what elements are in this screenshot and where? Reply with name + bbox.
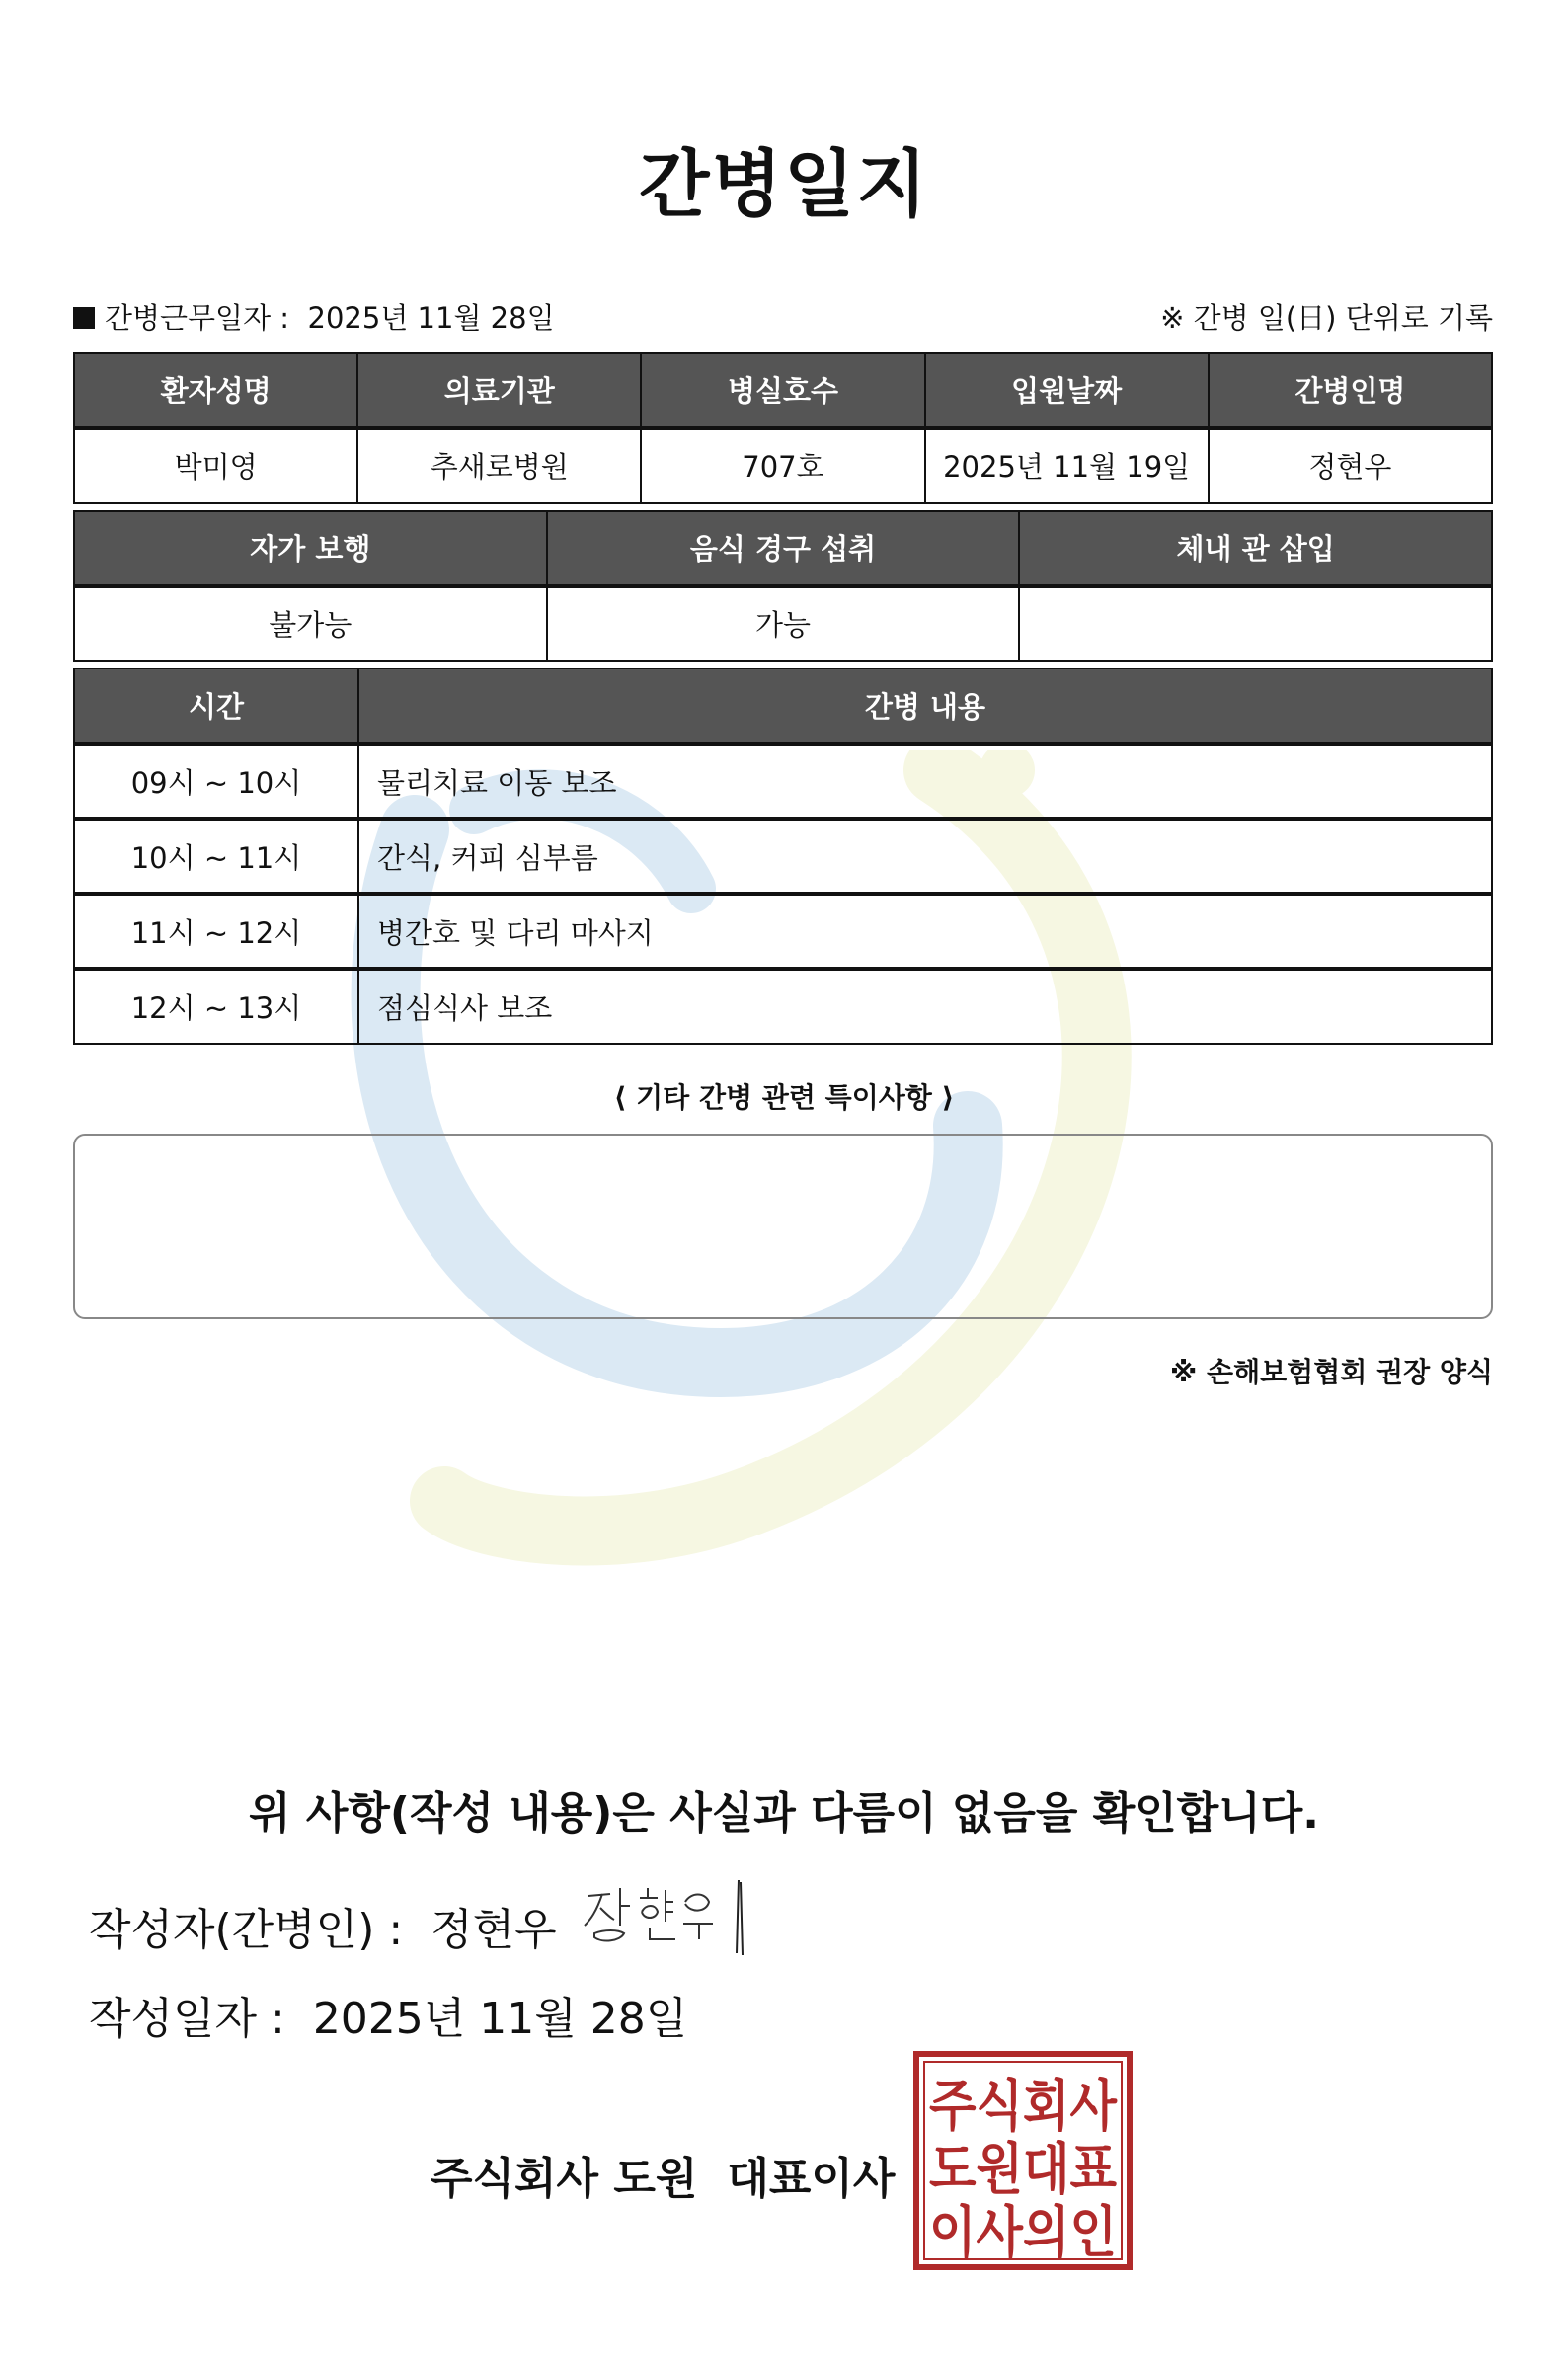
cell-content: 점심식사 보조: [358, 969, 1492, 1044]
cell-tube-insertion: [1019, 586, 1492, 661]
company-name: 주식회사 도원: [431, 2154, 698, 2204]
work-date-line: [73, 296, 555, 337]
association-note: ※ 손해보험협회 권장 양식: [1170, 1356, 1493, 1388]
table-row: [74, 586, 1492, 661]
writer-label: 작성자(간병인) :: [89, 1905, 404, 1955]
document-title: 간병일지: [639, 142, 929, 227]
company-position: 대표이사: [727, 2154, 896, 2204]
patient-info-table: [73, 352, 1493, 504]
handwritten-signature: [581, 1878, 758, 1957]
cell-content: 병간호 및 다리 마사지: [358, 894, 1492, 969]
writer-name: 정현우: [431, 1905, 557, 1955]
unit-note: ※ 간병 일(日) 단위로 기록: [1160, 301, 1493, 335]
writer-line: [89, 1894, 557, 1957]
header-self-walking: 자가 보행: [74, 511, 547, 586]
patient-status-table: [73, 510, 1493, 662]
header-hospital: 의료기관: [357, 353, 641, 428]
header-time: 시간: [74, 669, 358, 744]
cell-caregiver-name: 정현우: [1209, 428, 1492, 503]
cell-time: 11시 ~ 12시: [74, 894, 358, 969]
cell-content: 물리치료 이동 보조: [358, 744, 1492, 819]
cell-time: 10시 ~ 11시: [74, 819, 358, 894]
seal-text-row: 도원대표: [929, 2138, 1117, 2202]
care-log-table: [73, 668, 1493, 1045]
table-header-row: [74, 353, 1492, 428]
cell-room-number: 707호: [641, 428, 924, 503]
cell-time: 09시 ~ 10시: [74, 744, 358, 819]
header-oral-intake: 음식 경구 섭취: [547, 511, 1020, 586]
work-date-label: 간병근무일자 :: [105, 301, 290, 335]
header-patient-name: 환자성명: [74, 353, 357, 428]
company-seal: [912, 2050, 1134, 2271]
header-care-content: 간병 내용: [358, 669, 1492, 744]
header-admission-date: 입원날짜: [925, 353, 1209, 428]
table-row: [74, 428, 1492, 503]
cell-hospital: 추새로병원: [357, 428, 641, 503]
work-date-value: 2025년 11월 28일: [307, 301, 555, 335]
confirmation-statement: 위 사항(작성 내용)은 사실과 다름이 없음을 확인합니다.: [249, 1788, 1319, 1839]
cell-admission-date: 2025년 11월 19일: [925, 428, 1209, 503]
seal-text-row: 이사의인: [929, 2201, 1117, 2265]
remarks-box: [73, 1134, 1493, 1319]
table-row: [74, 969, 1492, 1044]
written-date-line: [89, 1983, 687, 2046]
written-date-label: 작성일자 :: [89, 1994, 285, 2044]
written-date-value: 2025년 11월 28일: [312, 1994, 688, 2044]
table-row: [74, 744, 1492, 819]
cell-patient-name: 박미영: [74, 428, 357, 503]
cell-oral-intake: 가능: [547, 586, 1020, 661]
company-line: [431, 2143, 895, 2206]
table-header-row: [74, 669, 1492, 744]
header-room-number: 병실호수: [641, 353, 924, 428]
seal-text-row: 주식회사: [929, 2075, 1118, 2139]
table-row: [74, 819, 1492, 894]
header-caregiver-name: 간병인명: [1209, 353, 1492, 428]
meta-row: [73, 296, 1493, 336]
cell-content: 간식, 커피 심부름: [358, 819, 1492, 894]
table-header-row: [74, 511, 1492, 586]
table-row: [74, 894, 1492, 969]
header-tube-insertion: 체내 관 삽입: [1019, 511, 1492, 586]
black-square-icon: [73, 307, 95, 329]
cell-time: 12시 ~ 13시: [74, 969, 358, 1044]
remarks-title: ⟨ 기타 간병 관련 특이사항 ⟩: [613, 1081, 955, 1114]
cell-self-walking: 불가능: [74, 586, 547, 661]
